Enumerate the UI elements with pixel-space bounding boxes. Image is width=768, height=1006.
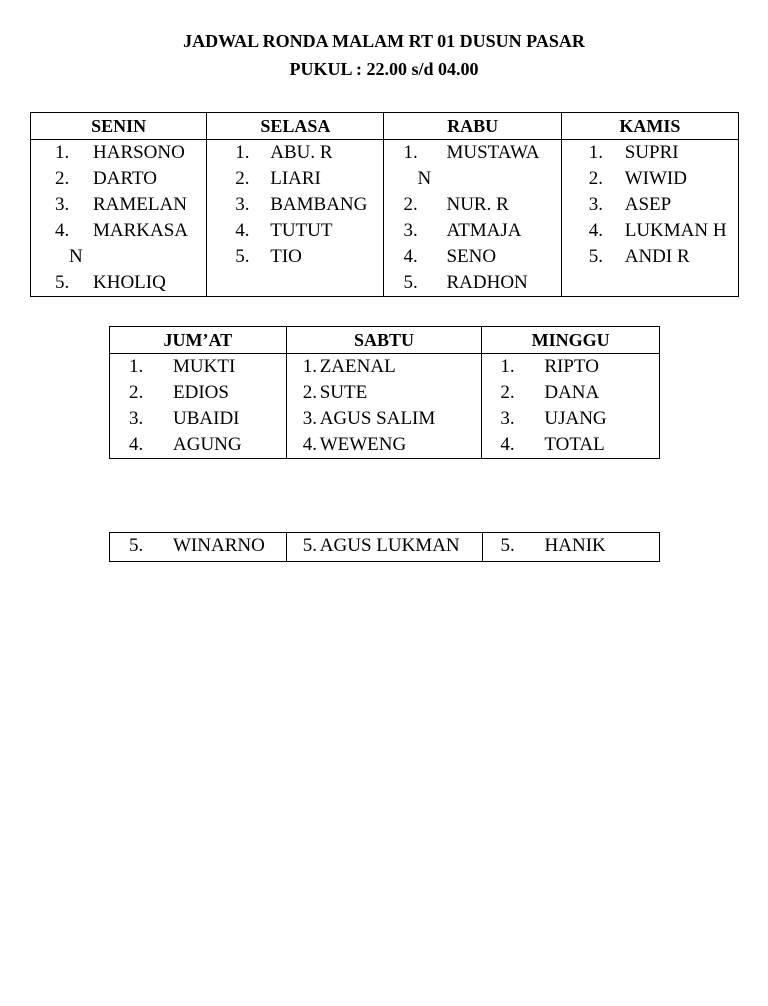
cell-senin: [31, 140, 207, 297]
page-subtitle: PUKUL : 22.00 s/d 04.00: [289, 59, 479, 79]
schedule-table-weekdays: [30, 112, 739, 297]
guard-name: MARKASA: [93, 220, 189, 241]
guard-name: WIWID: [624, 168, 687, 189]
list-item: 1. RIPTO: [482, 354, 659, 380]
list-item: 1. ABU. R: [207, 140, 383, 166]
schedule-table-weekend: [109, 326, 660, 459]
guard-name: SENO: [446, 246, 497, 267]
list-item: 1. MUSTAWA: [384, 140, 560, 166]
cell-jumat: [110, 533, 287, 562]
list-item: 2. LIARI: [207, 166, 383, 192]
list-item: 5. RADHON: [384, 270, 560, 296]
list-item: 5. KHOLIQ: [31, 270, 206, 296]
list-item: 5. ANDI R: [562, 244, 738, 270]
list-item: 1. ZAENAL: [287, 354, 482, 380]
guard-name: BAMBANG: [270, 194, 368, 215]
guard-name: UBAIDI: [173, 408, 240, 429]
list-item: 3. AGUS SALIM: [287, 406, 482, 432]
cell-jumat: [110, 354, 287, 459]
header-senin: SENIN: [31, 113, 207, 140]
list-item: 4. AGUNG: [110, 432, 286, 458]
guard-name: NUR. R: [446, 194, 509, 215]
guard-name: TIO: [270, 246, 302, 267]
header-jumat: JUM’AT: [110, 327, 287, 354]
cell-kamis: [561, 140, 738, 297]
table-header-row: [110, 327, 660, 354]
header-rabu: RABU: [384, 113, 561, 140]
guard-name: SUTE: [319, 382, 368, 403]
list-item: 2. EDIOS: [110, 380, 286, 406]
cell-selasa: [207, 140, 384, 297]
list-item: 4. TOTAL: [482, 432, 659, 458]
guard-name: ATMAJA: [446, 220, 522, 241]
table-row: [110, 533, 660, 562]
guard-name: UJANG: [544, 408, 607, 429]
list-item: 5. WINARNO: [110, 533, 286, 559]
guard-name: AGUS LUKMAN: [319, 535, 460, 556]
list-item: 1. HARSONO: [31, 140, 206, 166]
guard-name: AGUNG: [173, 434, 242, 455]
schedule-table-continued: [109, 532, 660, 562]
list-item: 2. WIWID: [562, 166, 738, 192]
list-item: 5. HANIK: [483, 533, 659, 559]
table-header-row: [31, 113, 739, 140]
guard-name: MUKTI: [173, 356, 236, 377]
list-item: 3. ASEP: [562, 192, 738, 218]
table-row: [31, 140, 739, 297]
guard-name: ASEP: [624, 194, 672, 215]
list-item: 3. UJANG: [482, 406, 659, 432]
guard-name: WEWENG: [319, 434, 407, 455]
guard-name: EDIOS: [173, 382, 229, 403]
header-sabtu: SABTU: [286, 327, 482, 354]
list-item: 5. TIO: [207, 244, 383, 270]
guard-name: MUSTAWA: [446, 142, 540, 163]
cell-minggu: [482, 533, 659, 562]
list-item: 1. MUKTI: [110, 354, 286, 380]
guard-name: TUTUT: [270, 220, 333, 241]
guard-name: SUPRI: [624, 142, 679, 163]
list-item: 4. TUTUT: [207, 218, 383, 244]
cell-minggu: [482, 354, 660, 459]
guard-name-wrap: N: [417, 168, 432, 189]
guard-name-wrap: N: [69, 246, 83, 267]
guard-name: ZAENAL: [319, 356, 396, 377]
table-row: [110, 354, 660, 459]
header-selasa: SELASA: [207, 113, 384, 140]
guard-name: ABU. R: [270, 142, 333, 163]
list-item: 3. RAMELAN: [31, 192, 206, 218]
guard-name: RADHON: [446, 272, 528, 293]
guard-name: DANA: [544, 382, 600, 403]
guard-name: TOTAL: [544, 434, 605, 455]
guard-name: AGUS SALIM: [319, 408, 436, 429]
guard-name: RIPTO: [544, 356, 599, 377]
list-item: 3. ATMAJA: [384, 218, 560, 244]
cell-sabtu: [286, 533, 482, 562]
cell-rabu: [384, 140, 561, 297]
list-item: 3. BAMBANG: [207, 192, 383, 218]
guard-name: LUKMAN H: [624, 220, 727, 241]
list-item: 2. SUTE: [287, 380, 482, 406]
list-item: 2. DARTO: [31, 166, 206, 192]
cell-sabtu: [286, 354, 482, 459]
list-item: 2. NUR. R: [384, 192, 560, 218]
list-item: 1. SUPRI: [562, 140, 738, 166]
guard-name: HANIK: [544, 535, 606, 556]
guard-name: DARTO: [93, 168, 157, 189]
list-item: 4. MARKASA: [31, 218, 206, 244]
list-item: 4. SENO: [384, 244, 560, 270]
page-title: JADWAL RONDA MALAM RT 01 DUSUN PASAR: [183, 31, 585, 51]
guard-name: ANDI R: [624, 246, 690, 267]
guard-name: WINARNO: [173, 535, 265, 556]
guard-name: HARSONO: [93, 142, 185, 163]
list-item: 2. DANA: [482, 380, 659, 406]
list-item: 5. AGUS LUKMAN: [287, 533, 482, 559]
list-item: 4. WEWENG: [287, 432, 482, 458]
header-kamis: KAMIS: [561, 113, 738, 140]
list-item: 4. LUKMAN H: [562, 218, 738, 244]
list-item: 3. UBAIDI: [110, 406, 286, 432]
guard-name: LIARI: [270, 168, 321, 189]
header-minggu: MINGGU: [482, 327, 660, 354]
guard-name: KHOLIQ: [93, 272, 166, 293]
guard-name: RAMELAN: [93, 194, 187, 215]
